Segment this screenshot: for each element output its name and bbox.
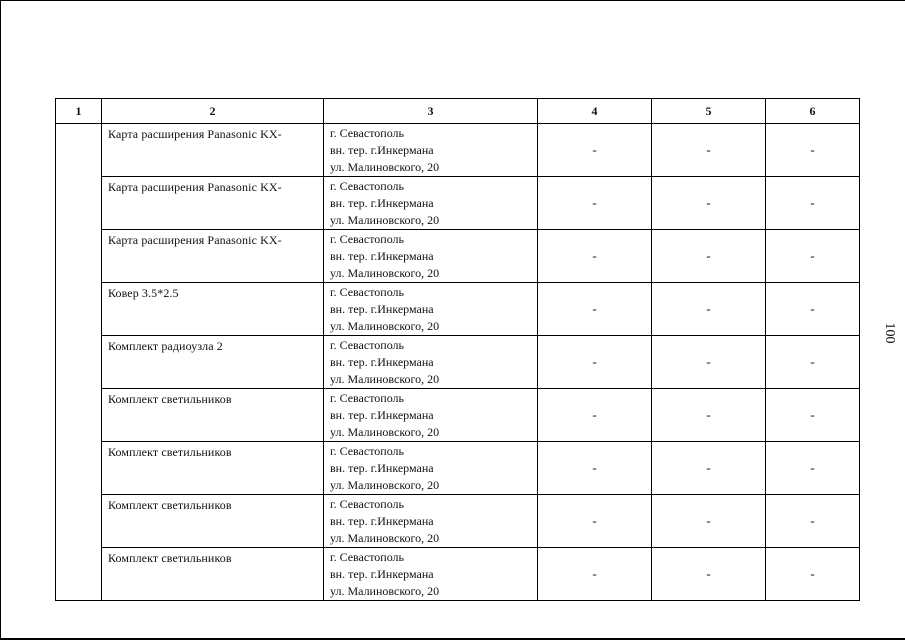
table-row (56, 442, 860, 495)
col-4-cell: - (538, 495, 652, 548)
address-line: вн. тер. г.Инкермана (330, 567, 434, 581)
address-line: г. Севастополь (330, 444, 405, 458)
table-row (56, 495, 860, 548)
col-6-cell: - (766, 495, 860, 548)
address-line: ул. Малиновского, 20 (330, 266, 440, 280)
header-col-6: 6 (766, 99, 860, 124)
col-5-cell: - (652, 548, 766, 601)
address-line: г. Севастополь (330, 338, 405, 352)
col-5-cell: - (652, 336, 766, 389)
address-line: г. Севастополь (330, 550, 405, 564)
table-row (56, 283, 860, 336)
address-line: вн. тер. г.Инкермана (330, 461, 434, 475)
address-line: г. Севастополь (330, 126, 405, 140)
col-6-cell: - (766, 124, 860, 177)
header-col-1: 1 (56, 99, 102, 124)
col-6-cell: - (766, 230, 860, 283)
address-cell (324, 283, 538, 336)
header-col-5: 5 (652, 99, 766, 124)
address-line: г. Севастополь (330, 232, 405, 246)
address-cell (324, 124, 538, 177)
address-line: ул. Малиновского, 20 (330, 531, 440, 545)
row-number-cell (56, 124, 102, 601)
inventory-table (55, 98, 860, 601)
col-4-cell: - (538, 548, 652, 601)
address-line: г. Севастополь (330, 179, 405, 193)
item-name-cell: Карта расширения Panasonic KX- (102, 230, 324, 283)
item-name-cell: Комплект светильников (102, 548, 324, 601)
col-4-cell: - (538, 230, 652, 283)
address-cell (324, 230, 538, 283)
header-col-3: 3 (324, 99, 538, 124)
item-name-cell: Ковер 3.5*2.5 (102, 283, 324, 336)
table-row (56, 124, 860, 177)
address-line: ул. Малиновского, 20 (330, 160, 440, 174)
address-line: вн. тер. г.Инкермана (330, 302, 434, 316)
col-4-cell: - (538, 389, 652, 442)
header-col-4: 4 (538, 99, 652, 124)
table-row (56, 230, 860, 283)
table-body (56, 124, 860, 601)
col-6-cell: - (766, 177, 860, 230)
address-cell (324, 336, 538, 389)
col-5-cell: - (652, 442, 766, 495)
col-5-cell: - (652, 389, 766, 442)
address-line: вн. тер. г.Инкермана (330, 249, 434, 263)
item-name-cell: Комплект радиоузла 2 (102, 336, 324, 389)
col-4-cell: - (538, 283, 652, 336)
address-line: ул. Малиновского, 20 (330, 319, 440, 333)
address-cell (324, 389, 538, 442)
col-4-cell: - (538, 177, 652, 230)
col-6-cell: - (766, 548, 860, 601)
item-name-cell: Комплект светильников (102, 389, 324, 442)
table-row (56, 177, 860, 230)
table-row (56, 336, 860, 389)
table-header-row (56, 99, 860, 124)
col-4-cell: - (538, 336, 652, 389)
address-line: г. Севастополь (330, 391, 405, 405)
address-line: ул. Малиновского, 20 (330, 372, 440, 386)
table-row (56, 548, 860, 601)
address-line: вн. тер. г.Инкермана (330, 143, 434, 157)
item-name-cell: Карта расширения Panasonic KX- (102, 177, 324, 230)
col-6-cell: - (766, 283, 860, 336)
address-cell (324, 495, 538, 548)
col-5-cell: - (652, 177, 766, 230)
address-cell (324, 548, 538, 601)
address-line: ул. Малиновского, 20 (330, 213, 440, 227)
address-line: вн. тер. г.Инкермана (330, 355, 434, 369)
col-6-cell: - (766, 336, 860, 389)
address-cell (324, 177, 538, 230)
col-5-cell: - (652, 495, 766, 548)
address-line: г. Севастополь (330, 497, 405, 511)
page-number: 100 (882, 322, 897, 344)
item-name-cell: Комплект светильников (102, 495, 324, 548)
col-5-cell: - (652, 283, 766, 336)
col-4-cell: - (538, 124, 652, 177)
item-name-cell: Комплект светильников (102, 442, 324, 495)
address-line: вн. тер. г.Инкермана (330, 408, 434, 422)
address-line: вн. тер. г.Инкермана (330, 514, 434, 528)
address-line: ул. Малиновского, 20 (330, 478, 440, 492)
address-cell (324, 442, 538, 495)
table-row (56, 389, 860, 442)
item-name-cell: Карта расширения Panasonic KX- (102, 124, 324, 177)
col-5-cell: - (652, 124, 766, 177)
col-4-cell: - (538, 442, 652, 495)
col-5-cell: - (652, 230, 766, 283)
header-col-2: 2 (102, 99, 324, 124)
col-6-cell: - (766, 389, 860, 442)
address-line: вн. тер. г.Инкермана (330, 196, 434, 210)
address-line: г. Севастополь (330, 285, 405, 299)
address-line: ул. Малиновского, 20 (330, 584, 440, 598)
col-6-cell: - (766, 442, 860, 495)
address-line: ул. Малиновского, 20 (330, 425, 440, 439)
